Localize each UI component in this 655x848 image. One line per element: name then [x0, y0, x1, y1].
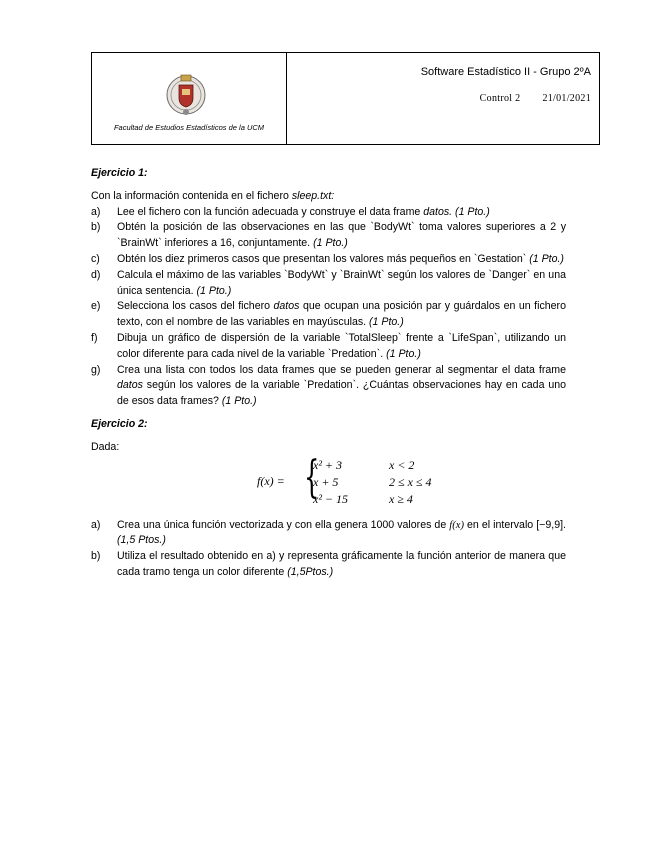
item-pts: (1,5 Ptos.) — [117, 534, 166, 547]
formula-brace: { — [304, 451, 320, 503]
item-pts: (1 Pto.) — [196, 284, 232, 297]
item-rest: que ocupan una posición par y guárdalos en un fichero texto, con el nombre de las variables en mayúsculas. — [117, 300, 566, 329]
item-text — [117, 252, 566, 268]
item-pts: (1,5Ptos.) — [287, 565, 334, 578]
exercise-1-items — [91, 205, 566, 410]
item-text: Dibuja un gráfico de dispersión de la variable `TotalSleep` frente a `LifeSpan`, utilizando un color diferente para cada nivel de la variable `Predation`. — [117, 331, 566, 360]
exam-date: 21/01/2021 — [542, 93, 591, 104]
item-text — [117, 518, 566, 550]
header-box — [91, 52, 600, 145]
item-it: datos — [117, 379, 143, 392]
item-pts: (1 Pto.) — [529, 252, 564, 265]
item-label: b) — [91, 221, 101, 234]
item-label: g) — [91, 363, 101, 376]
item-pts: (1 Pto.) — [386, 347, 421, 360]
control-label: Control 2 — [479, 93, 521, 104]
item-text — [117, 268, 566, 300]
exercise-1-heading: Ejercicio 1: — [91, 167, 148, 179]
item-rest: según los valores de la variable `Predation`. ¿Cuántas observaciones hay en cada uno de esos data frames? — [117, 379, 566, 408]
item-pts: (1 Pto.) — [452, 205, 490, 218]
control-line — [480, 93, 591, 104]
item-text — [117, 299, 566, 331]
item-text — [117, 363, 566, 410]
header-right-cell — [287, 53, 599, 144]
formula-condition: 2 ≤ x ≤ 4 — [389, 474, 432, 489]
item-label: f) — [91, 331, 98, 344]
item-text: Selecciona los casos del fichero — [117, 300, 274, 313]
item-label: a) — [91, 518, 101, 531]
item-pts: (1 Pto.) — [221, 395, 257, 408]
formula-condition: x < 2 — [389, 457, 415, 472]
item-label: c) — [91, 252, 100, 265]
exercise-item — [91, 299, 566, 331]
exercise-item — [91, 252, 566, 268]
formula-case: x + 5 — [313, 474, 339, 489]
item-rest: en el intervalo [−9,9]. — [463, 518, 566, 531]
exercise-item — [91, 549, 566, 581]
formula-case: x² − 15 — [313, 491, 349, 506]
file-name: sleep.txt: — [291, 189, 335, 202]
exercise-item — [91, 268, 566, 300]
item-label: b) — [91, 550, 101, 563]
formula-condition: x ≥ 4 — [389, 491, 413, 506]
exercise-item — [91, 331, 566, 363]
course-title: Software Estadístico II - Grupo 2ºA — [420, 66, 591, 78]
exercise-item — [91, 220, 566, 252]
exercise-1-intro: Con la información contenida en el fichero sleep.txt: — [91, 189, 335, 202]
exercise-2-heading: Ejercicio 2: — [91, 417, 148, 430]
item-text — [117, 220, 566, 252]
formula-case: x² + 3 — [313, 457, 343, 472]
item-text: Lee el fichero con la función adecuada y construye el data frame — [117, 205, 424, 218]
item-math: f(x) — [449, 519, 464, 531]
item-label: d) — [91, 268, 101, 281]
exercise-item — [91, 205, 566, 221]
item-it: datos. — [423, 205, 453, 218]
item-pts: (1 Pto.) — [369, 316, 404, 329]
item-text: Crea una única función vectorizada y con ella genera 1000 valores de — [117, 518, 450, 531]
item-label: a) — [91, 205, 101, 218]
exercise-item — [91, 518, 566, 550]
item-label: e) — [91, 300, 101, 313]
exercise-item — [91, 363, 566, 410]
item-text — [117, 549, 566, 581]
piecewise-formula — [91, 451, 566, 510]
item-text — [117, 331, 566, 363]
item-text: Obtén los diez primeros casos que presentan los valores más pequeños en `Gestation` — [117, 252, 530, 265]
exercise-2-items — [91, 518, 566, 581]
header-left-cell — [92, 53, 287, 144]
item-text: Calcula el máximo de las variables `BodyWt` y `BrainWt` según los valores de `Danger` en una única sentencia. — [117, 268, 566, 297]
item-it: datos — [273, 300, 300, 313]
formula-lhs: f(x) = — [257, 473, 285, 488]
exercise-2-intro: Dada: — [91, 440, 120, 453]
item-text: Utiliza el resultado obtenido en a) y representa gráficamente la función anterior de manera que cada tramo tenga un color diferente — [117, 550, 566, 578]
item-text: Crea una lista con todos los data frames que se pueden generar al segmentar el data frame — [117, 363, 566, 376]
item-text — [117, 205, 566, 221]
exam-content — [91, 166, 566, 581]
item-text: Obtén la posición de las observaciones en las que `BodyWt` toma valores superiores a 2 y `BrainWt` inferiores a 16, conjuntamente. — [117, 221, 566, 250]
item-pts: (1 Pto.) — [313, 237, 348, 250]
ucm-crest-icon — [164, 69, 208, 119]
faculty-name: Facultad de Estudios Estadísticos de la UCM — [113, 123, 265, 132]
